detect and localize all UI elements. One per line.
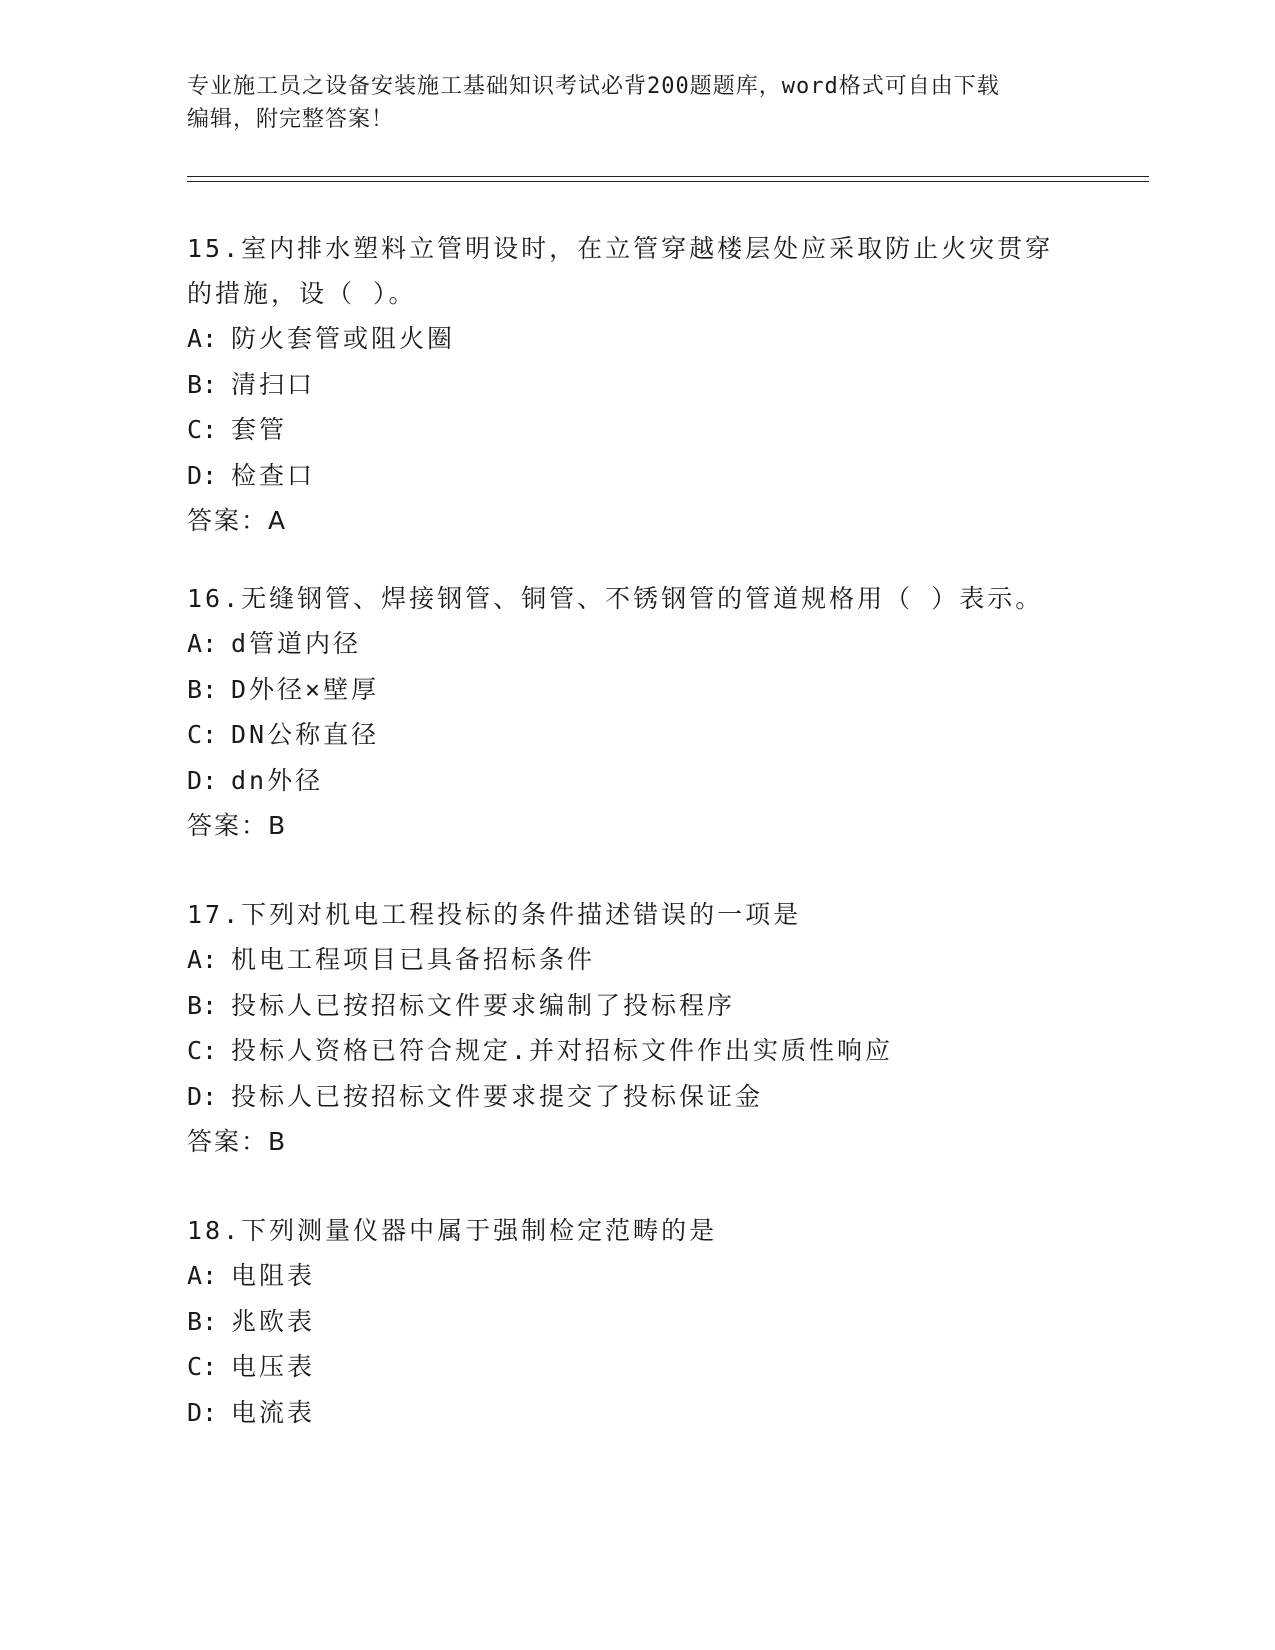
option-a bbox=[187, 621, 1087, 667]
question-stem: 16.无缝钢管、焊接钢管、铜管、不锈钢管的管道规格用（ ）表示。 bbox=[187, 584, 1044, 613]
option-d bbox=[187, 1390, 1087, 1436]
option-a bbox=[187, 316, 1087, 362]
option-a bbox=[187, 937, 1087, 983]
question-16 bbox=[187, 576, 1087, 848]
option-text: 投标人已按招标文件要求编制了投标程序 bbox=[231, 990, 736, 1020]
option-b bbox=[187, 1299, 1087, 1345]
option-text: 清扫口 bbox=[231, 369, 316, 399]
option-text: 防火套管或阻火圈 bbox=[231, 324, 456, 353]
option-text: 兆欧表 bbox=[231, 1306, 316, 1336]
option-text: d管道内径 bbox=[231, 629, 362, 658]
option-text: 电压表 bbox=[231, 1352, 316, 1381]
option-letter: B: bbox=[187, 1306, 218, 1336]
header-line-2: 编辑，附完整答案！ bbox=[187, 107, 395, 132]
option-letter: D: bbox=[187, 1081, 218, 1111]
document-header bbox=[187, 70, 1087, 136]
option-b bbox=[187, 667, 1087, 713]
question-stem: 15.室内排水塑料立管明设时，在立管穿越楼层处应采取防止火灾贯穿 bbox=[187, 234, 1054, 263]
option-letter: B: bbox=[187, 369, 218, 399]
option-letter: A: bbox=[187, 324, 218, 353]
option-text: D外径×壁厚 bbox=[231, 674, 380, 704]
option-text: 套管 bbox=[231, 415, 288, 444]
option-text: 投标人已按招标文件要求提交了投标保证金 bbox=[231, 1081, 764, 1111]
option-text: DN公称直径 bbox=[231, 720, 380, 749]
answer-line: 答案：B bbox=[187, 811, 288, 840]
option-text: 投标人资格已符合规定.并对招标文件作出实质性响应 bbox=[231, 1036, 894, 1065]
question-15 bbox=[187, 226, 1087, 543]
header-divider-bottom bbox=[187, 181, 1149, 182]
answer-line: 答案：A bbox=[187, 506, 288, 535]
option-c bbox=[187, 712, 1087, 758]
option-letter: B: bbox=[187, 990, 218, 1020]
option-letter: D: bbox=[187, 1397, 218, 1427]
option-c bbox=[187, 407, 1087, 453]
option-letter: D: bbox=[187, 460, 218, 490]
option-d bbox=[187, 758, 1087, 804]
option-letter: C: bbox=[187, 1352, 218, 1381]
option-b bbox=[187, 362, 1087, 408]
option-c bbox=[187, 1028, 1087, 1074]
header-line-1: 专业施工员之设备安装施工基础知识考试必背200题题库，word格式可自由下载 bbox=[187, 74, 1000, 99]
option-text: 电阻表 bbox=[231, 1261, 316, 1290]
option-letter: C: bbox=[187, 720, 218, 749]
option-letter: A: bbox=[187, 1261, 218, 1290]
option-letter: B: bbox=[187, 674, 218, 704]
option-letter: A: bbox=[187, 945, 218, 974]
option-text: 电流表 bbox=[231, 1397, 316, 1427]
answer-line: 答案：B bbox=[187, 1127, 288, 1156]
option-d bbox=[187, 1074, 1087, 1120]
option-c bbox=[187, 1344, 1087, 1390]
option-letter: C: bbox=[187, 415, 218, 444]
question-stem-continued: 的措施，设（ ）。 bbox=[187, 279, 417, 308]
option-letter: A: bbox=[187, 629, 218, 658]
header-divider-top bbox=[187, 176, 1149, 177]
option-b bbox=[187, 983, 1087, 1029]
option-letter: D: bbox=[187, 765, 218, 795]
question-stem: 18.下列测量仪器中属于强制检定范畴的是 bbox=[187, 1216, 718, 1245]
question-17 bbox=[187, 892, 1087, 1164]
option-text: 机电工程项目已具备招标条件 bbox=[231, 945, 596, 974]
option-text: dn外径 bbox=[231, 765, 324, 795]
option-letter: C: bbox=[187, 1036, 218, 1065]
option-a bbox=[187, 1253, 1087, 1299]
option-d bbox=[187, 453, 1087, 499]
question-18 bbox=[187, 1208, 1087, 1435]
question-stem: 17.下列对机电工程投标的条件描述错误的一项是 bbox=[187, 900, 802, 929]
option-text: 检查口 bbox=[231, 460, 316, 490]
